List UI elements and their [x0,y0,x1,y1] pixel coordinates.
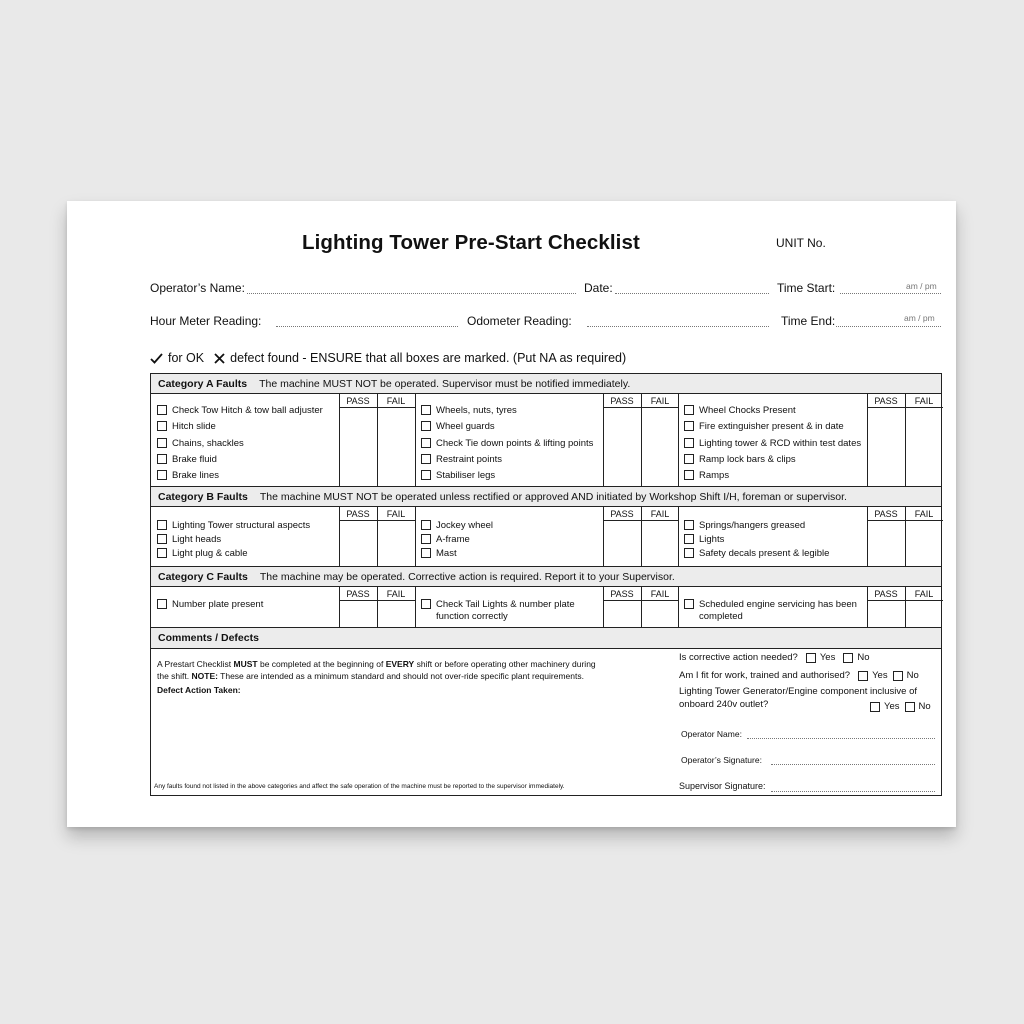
page-title: Lighting Tower Pre-Start Checklist [302,231,640,254]
category-b-description: The machine MUST NOT be operated unless rectified or approved AND initiated by Workshop Shift I/H, foreman or supervisor. [259,490,847,503]
time-start-ampm: am / pm [906,281,937,291]
time-start-label: Time Start: [777,281,836,295]
checklist-item[interactable] [421,520,493,531]
odometer-label: Odometer Reading: [467,314,572,328]
defect-action-label: Defect Action Taken: [157,685,241,695]
operator-name-sign-label: Operator Name: [681,729,742,739]
item-checkbox[interactable] [684,421,694,431]
generator-yes-checkbox[interactable] [870,702,880,712]
item-checkbox[interactable] [421,548,431,558]
column-divider [415,507,416,566]
generator-options: Yes No [862,701,931,712]
pass-column-header: PASS [603,587,641,601]
checklist-item[interactable] [421,438,593,449]
category-b-header [151,487,941,507]
item-label: Mast [436,548,457,559]
pass-column-header: PASS [339,507,377,521]
item-checkbox[interactable] [157,405,167,415]
checklist-table [150,373,942,796]
category-a-title: Category A Faults [158,377,248,390]
fail-column-header: FAIL [905,394,943,408]
item-label: Lights [699,534,725,545]
unit-number-label: UNIT No. [776,236,826,250]
checklist-item[interactable] [157,454,217,465]
legend-defect-text: defect found - ENSURE that all boxes are marked. (Put NA as required) [230,351,627,365]
category-b-title: Category B Faults [158,490,248,503]
item-checkbox[interactable] [421,599,431,609]
item-label: Number plate present [172,599,264,610]
column-divider [415,394,416,486]
item-label: Scheduled engine servicing has been completed [699,599,857,622]
fail-column-header: FAIL [641,507,679,521]
item-label: A-frame [436,534,470,545]
comments-title: Comments / Defects [158,632,259,644]
column-divider [415,587,416,627]
comments-header [151,628,941,649]
cross-icon [214,353,225,364]
item-label: Light heads [172,534,222,545]
item-label: Safety decals present & legible [699,548,830,559]
operator-signature-label: Operator’s Signature: [681,755,762,765]
checklist-item[interactable] [684,405,796,416]
category-c-title: Category C Faults [158,570,248,583]
checklist-item[interactable] [421,599,575,623]
fit-no-checkbox[interactable] [893,671,903,681]
pass-column-header: PASS [867,587,905,601]
item-checkbox[interactable] [157,534,167,544]
legend [150,351,626,365]
item-label: Stabiliser legs [436,470,496,482]
checklist-item[interactable] [421,534,470,545]
time-start-field[interactable] [840,293,941,294]
checklist-item[interactable] [157,405,323,416]
question-corrective: Is corrective action needed? Yes No [679,652,870,663]
operator-name-label: Operator’s Name: [150,281,245,295]
fail-column-header: FAIL [905,587,943,601]
checklist-item[interactable] [421,470,495,481]
checklist-item[interactable] [684,520,805,531]
hour-meter-field[interactable] [276,326,458,327]
category-a-row [151,394,941,487]
category-a-description: The machine MUST NOT be operated. Supervisor must be notified immediately. [259,377,631,390]
footer-note: Any faults found not listed in the above categories and affect the safe operation of the machine must be reported to the supervisor immediately. [154,783,565,790]
fail-column-header: FAIL [377,394,415,408]
hour-meter-label: Hour Meter Reading: [150,314,262,328]
item-checkbox[interactable] [421,421,431,431]
item-checkbox[interactable] [684,454,694,464]
item-checkbox[interactable] [684,470,694,480]
item-label: Jockey wheel [436,520,494,531]
pass-column-header: PASS [603,507,641,521]
operator-name-field[interactable] [247,293,576,294]
item-checkbox[interactable] [421,470,431,480]
item-label: Lighting tower & RCD within test dates [699,437,862,449]
item-checkbox[interactable] [157,520,167,530]
time-end-label: Time End: [781,314,836,328]
item-checkbox[interactable] [421,438,431,448]
checklist-item[interactable] [421,454,502,465]
checklist-item[interactable] [684,599,857,623]
check-icon [150,353,163,364]
category-c-header [151,567,941,587]
item-label: Check Tow Hitch & tow ball adjuster [172,405,323,416]
item-checkbox[interactable] [157,438,167,448]
item-label: Check Tie down points & lifting points [436,437,594,449]
item-checkbox[interactable] [684,534,694,544]
checklist-item[interactable] [157,470,219,481]
item-label: Ramp lock bars & clips [699,453,796,465]
question-fit: Am I fit for work, trained and authorised? Yes No [679,670,919,681]
checklist-item[interactable] [157,534,221,545]
checklist-item[interactable] [684,470,729,481]
item-label: Fire extinguisher present & in date [699,421,844,433]
checklist-item[interactable] [157,548,248,559]
item-checkbox[interactable] [684,548,694,558]
item-label: Chains, shackles [172,437,244,449]
checklist-item[interactable] [684,534,724,545]
prestart-note: A Prestart Checklist MUST be completed at the beginning of EVERY shift or before operating other machinery during the shift. NOTE: These are intended as a minimum standard and should not over-ride specific plant requirements. [157,659,596,681]
item-checkbox[interactable] [684,438,694,448]
date-field[interactable] [615,293,769,294]
checklist-item[interactable] [684,438,861,449]
checklist-item[interactable] [684,421,844,432]
item-checkbox[interactable] [157,548,167,558]
pass-column-header: PASS [603,394,641,408]
checklist-item[interactable] [157,438,244,449]
fail-column-header: FAIL [641,394,679,408]
pass-column-header: PASS [339,394,377,408]
checklist-item[interactable] [421,421,495,432]
fail-column-header: FAIL [377,507,415,521]
generator-no-checkbox[interactable] [905,702,915,712]
operator-name-sign-field[interactable] [747,738,935,739]
time-end-ampm: am / pm [904,313,935,323]
item-checkbox[interactable] [421,534,431,544]
item-checkbox[interactable] [157,599,167,609]
time-end-field[interactable] [836,326,941,327]
fail-column-header: FAIL [377,587,415,601]
item-label: Wheel guards [436,421,495,433]
item-label: Brake lines [172,470,219,482]
pass-column-header: PASS [339,587,377,601]
corrective-yes-checkbox[interactable] [806,653,816,663]
item-checkbox[interactable] [684,405,694,415]
item-checkbox[interactable] [157,421,167,431]
checklist-item[interactable] [684,454,796,465]
item-label: Light plug & cable [172,548,248,559]
item-label: Check Tail Lights & number plate function correctly [436,599,575,622]
category-c-description: The machine may be operated. Corrective action is required. Report it to your Supervisor. [259,570,675,583]
item-label: Springs/hangers greased [699,520,806,531]
pass-column-header: PASS [867,394,905,408]
operator-signature-field[interactable] [771,764,935,765]
category-c-row [151,587,941,628]
item-checkbox[interactable] [684,599,694,609]
corrective-no-checkbox[interactable] [843,653,853,663]
item-checkbox[interactable] [157,454,167,464]
odometer-field[interactable] [587,326,769,327]
fail-column-header: FAIL [905,507,943,521]
date-label: Date: [584,281,613,295]
item-checkbox[interactable] [421,405,431,415]
item-label: Ramps [699,470,730,482]
category-a-header [151,374,941,394]
checklist-item[interactable] [421,405,517,416]
checklist-item[interactable] [421,548,457,559]
pass-column-header: PASS [867,507,905,521]
item-label: Hitch slide [172,421,216,433]
item-label: Brake fluid [172,453,217,465]
checklist-item[interactable] [157,520,310,531]
item-label: Wheels, nuts, tyres [436,405,517,416]
item-label: Restraint points [436,453,503,465]
checklist-item[interactable] [684,548,829,559]
fit-yes-checkbox[interactable] [858,671,868,681]
checklist-item[interactable] [157,599,263,611]
item-checkbox[interactable] [421,454,431,464]
fail-column-header: FAIL [641,587,679,601]
item-checkbox[interactable] [684,520,694,530]
supervisor-signature-field[interactable] [771,791,935,792]
item-checkbox[interactable] [157,470,167,480]
category-b-row [151,507,941,567]
question-generator: Lighting Tower Generator/Engine component inclusive of onboard 240v outlet? [679,686,917,710]
item-label: Wheel Chocks Present [699,405,796,416]
checklist-item[interactable] [157,421,216,432]
item-checkbox[interactable] [421,520,431,530]
legend-ok-text: for OK [168,351,205,365]
supervisor-signature-label: Supervisor Signature: [679,781,766,791]
item-label: Lighting Tower structural aspects [172,520,311,531]
